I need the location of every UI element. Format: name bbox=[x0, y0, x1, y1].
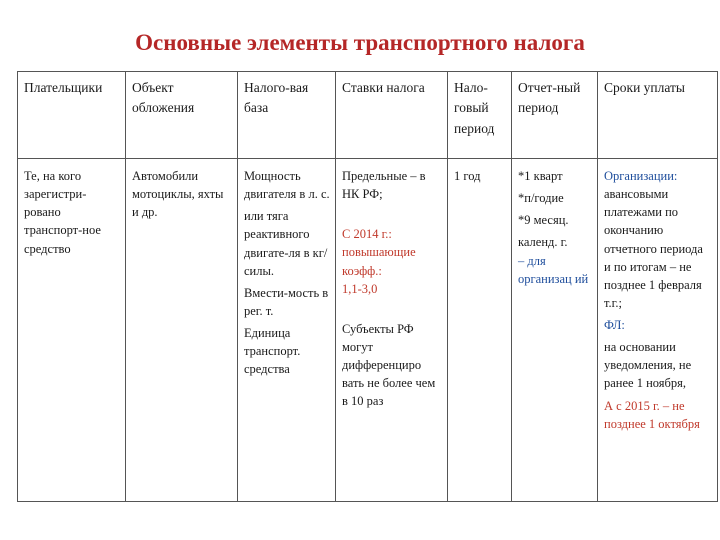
base-tonnage: Вмести-мость в рег. т. bbox=[244, 285, 329, 318]
base-power: Мощность двигателя в л. с. bbox=[244, 169, 330, 202]
header-object: Объект обложения bbox=[126, 72, 238, 159]
rates-limits: Предельные – в НК РФ; bbox=[342, 169, 426, 202]
header-reporting-period: Отчет-ный период bbox=[512, 72, 598, 159]
table-header-row bbox=[18, 72, 718, 159]
header-rates: Ставки налога bbox=[336, 72, 448, 159]
rates-regions: Субъекты РФ могут дифференциро вать не более чем в 10 раз bbox=[342, 321, 436, 409]
base-unit: Единица транспорт. средства bbox=[244, 326, 301, 377]
header-tax-period: Нало-говый период bbox=[448, 72, 512, 159]
rates-2014-title: С 2014 г.: bbox=[342, 227, 392, 242]
payment-organizations-text: авансовыми платежами по окончанию отчетного периода и по итогам – не позднее 1 февраля т.г.; bbox=[604, 187, 703, 310]
payment-2015-text: А с 2015 г. – не позднее 1 октября bbox=[604, 398, 700, 431]
cell-payers: Те, на кого зарегистри-ровано транспорт-ное средство bbox=[18, 159, 126, 502]
rates-2014-value: 1,1-3,0 bbox=[342, 281, 378, 296]
payment-organizations-label: Организации: bbox=[604, 169, 678, 183]
rates-2014-text: повышающие коэфф.: bbox=[342, 245, 416, 278]
period-for-organizations: – для организац ий bbox=[518, 253, 589, 286]
header-payment-terms: Сроки уплаты bbox=[598, 72, 718, 159]
payment-individuals-label: ФЛ: bbox=[604, 318, 625, 332]
cell-base bbox=[238, 159, 336, 502]
cell-tax-period: 1 год bbox=[448, 159, 512, 502]
page-title: Основные элементы транспортного налога bbox=[135, 30, 585, 55]
header-base: Налого-вая база bbox=[238, 72, 336, 159]
period-half-year: *п/годие bbox=[518, 191, 564, 206]
payment-individuals-text: на основании уведомления, не ранее 1 ноября, bbox=[604, 340, 692, 391]
period-calendar-year: календ. г. bbox=[518, 235, 568, 250]
header-payers: Плательщики bbox=[18, 72, 126, 159]
cell-payment-terms bbox=[598, 159, 718, 502]
tax-elements-table bbox=[17, 71, 718, 502]
period-quarter: *1 кварт bbox=[518, 169, 563, 183]
period-nine-months: *9 месяц. bbox=[518, 213, 569, 228]
cell-object: Автомобили мотоциклы, яхты и др. bbox=[126, 159, 238, 502]
table-row bbox=[18, 159, 718, 502]
base-thrust: или тяга реактивного двигате-ля в кг/силы. bbox=[244, 209, 328, 278]
cell-rates bbox=[336, 159, 448, 502]
cell-reporting-period bbox=[512, 159, 598, 502]
